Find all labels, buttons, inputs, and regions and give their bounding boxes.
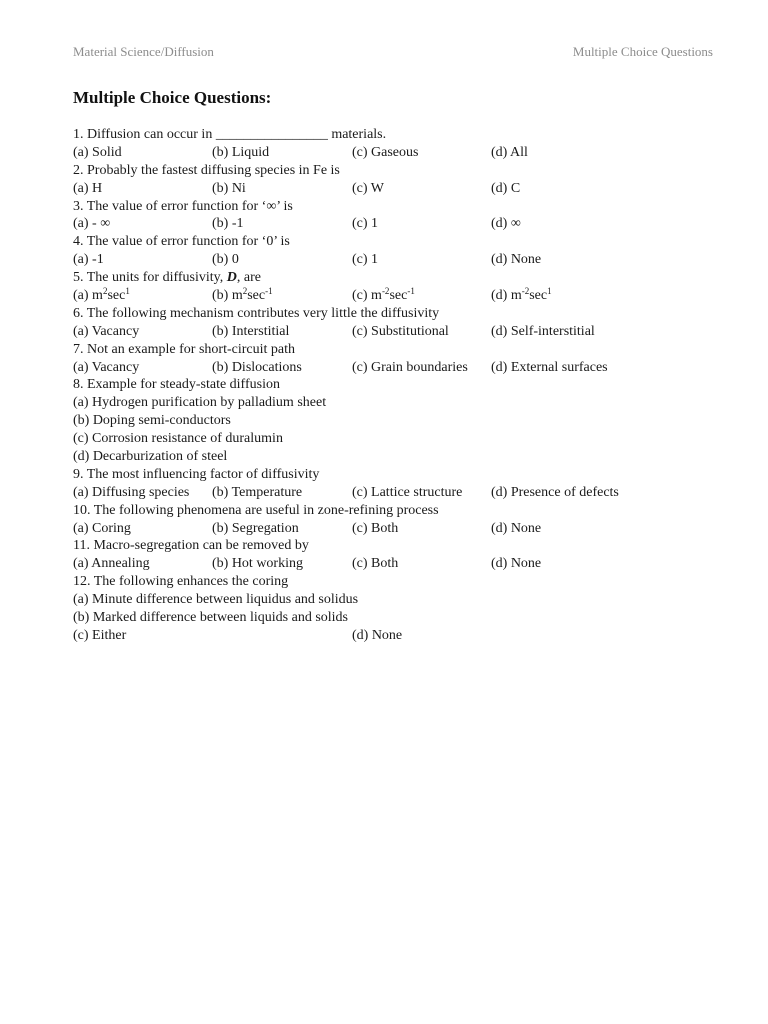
option-5d: (d) $m^{-2}\sec^1$ bbox=[491, 286, 552, 304]
option-11c: (c) Both bbox=[352, 556, 399, 572]
option-11a: (a) Annealing bbox=[73, 556, 150, 572]
options-11 bbox=[73, 555, 713, 573]
question-10: 10. The following phenomena are useful in zone-refining process bbox=[73, 502, 439, 518]
option-7a: (a) Vacancy bbox=[73, 359, 140, 375]
question-12: 12. The following enhances the coring bbox=[73, 574, 289, 590]
options-4 bbox=[73, 251, 713, 269]
option-1b: (b) Liquid bbox=[212, 144, 270, 160]
options-3 bbox=[73, 215, 713, 233]
option-6a: (a) Vacancy bbox=[73, 323, 140, 339]
option-1a: (a) Solid bbox=[73, 144, 122, 160]
option-12d: (d) None bbox=[352, 627, 403, 643]
option-4a: (a) -1 bbox=[73, 252, 104, 268]
question-2: 2. Probably the fastest diffusing species in Fe is bbox=[73, 162, 340, 178]
option-10d: (d) None bbox=[491, 520, 542, 536]
option-2a: (a) H bbox=[73, 180, 103, 196]
option-7b: (b) Dislocations bbox=[212, 359, 302, 375]
option-10c: (c) Both bbox=[352, 520, 399, 536]
option-3a: (a) - ∞ bbox=[73, 216, 111, 232]
options-2 bbox=[73, 180, 713, 198]
question-7: 7. Not an example for short-circuit path bbox=[73, 341, 295, 357]
options-1 bbox=[73, 144, 713, 162]
option-3d: (d) ∞ bbox=[491, 216, 521, 232]
option-2c: (c) W bbox=[352, 180, 384, 196]
question-11: 11. Macro-segregation can be removed by bbox=[73, 538, 309, 554]
options-9 bbox=[73, 484, 713, 502]
option-9b: (b) Temperature bbox=[212, 484, 303, 500]
option-12a: (a) Minute difference between liquidus and solidus bbox=[73, 592, 359, 608]
options-10 bbox=[73, 520, 713, 538]
option-4d: (d) None bbox=[491, 252, 542, 268]
option-11b: (b) Hot working bbox=[212, 556, 303, 572]
option-2d: (d) C bbox=[491, 180, 521, 196]
option-6d: (d) Self-interstitial bbox=[491, 323, 595, 339]
question-3: 3. The value of error function for ‘∞’ is bbox=[73, 198, 293, 214]
question-5 bbox=[73, 269, 713, 287]
option-11d: (d) None bbox=[491, 556, 542, 572]
option-8d: (d) Decarburization of steel bbox=[73, 449, 228, 465]
option-10a: (a) Coring bbox=[73, 520, 131, 536]
option-8b: (b) Doping semi-conductors bbox=[73, 413, 231, 429]
option-12c: (c) Either bbox=[73, 627, 127, 643]
option-6c: (c) Substitutional bbox=[352, 323, 449, 339]
option-12b: (b) Marked difference between liquids and solids bbox=[73, 610, 348, 626]
option-7c: (c) Grain boundaries bbox=[352, 359, 468, 375]
option-5b: (b) $m^2\sec^{-1}$ bbox=[212, 286, 273, 304]
option-9c: (c) Lattice structure bbox=[352, 484, 463, 500]
question-9: 9. The most influencing factor of diffusivity bbox=[73, 466, 320, 482]
option-9d: (d) Presence of defects bbox=[491, 484, 619, 500]
options-5 bbox=[73, 287, 713, 305]
option-3c: (c) 1 bbox=[352, 216, 379, 232]
option-5a: (a) $m^2\sec^1$ bbox=[73, 286, 130, 304]
option-4c: (c) 1 bbox=[352, 252, 379, 268]
question-4: 4. The value of error function for ‘0’ is bbox=[73, 234, 290, 250]
question-1: 1. Diffusion can occur in ________________ materials. bbox=[73, 127, 387, 142]
page-header bbox=[73, 44, 713, 64]
options-12cd bbox=[73, 627, 713, 645]
option-9a: (a) Diffusing species bbox=[73, 484, 190, 500]
option-1d: (d) All bbox=[491, 144, 528, 160]
option-8a: (a) Hydrogen purification by palladium sheet bbox=[73, 395, 327, 411]
diffusivity-symbol: D bbox=[226, 270, 237, 286]
question-6: 6. The following mechanism contributes very little the diffusivity bbox=[73, 305, 440, 321]
header-subject: Material Science/Diffusion bbox=[73, 44, 214, 59]
option-8c: (c) Corrosion resistance of duralumin bbox=[73, 431, 283, 447]
options-6 bbox=[73, 323, 713, 341]
option-4b: (b) 0 bbox=[212, 252, 239, 268]
page-title: Multiple Choice Questions: bbox=[73, 88, 272, 107]
header-section: Multiple Choice Questions bbox=[572, 44, 713, 59]
option-7d: (d) External surfaces bbox=[491, 359, 608, 375]
question-5-suffix: , are bbox=[236, 270, 261, 286]
option-5c: (c) $m^{-2}\sec^{-1}$ bbox=[352, 286, 415, 304]
options-7 bbox=[73, 359, 713, 377]
question-8: 8. Example for steady-state diffusion bbox=[73, 377, 280, 393]
option-3b: (b) -1 bbox=[212, 216, 244, 232]
question-list bbox=[73, 126, 713, 645]
option-10b: (b) Segregation bbox=[212, 520, 299, 536]
option-6b: (b) Interstitial bbox=[212, 323, 290, 339]
question-5-text: 5. The units for diffusivity, bbox=[73, 270, 227, 286]
option-2b: (b) Ni bbox=[212, 180, 246, 196]
option-1c: (c) Gaseous bbox=[352, 144, 419, 160]
